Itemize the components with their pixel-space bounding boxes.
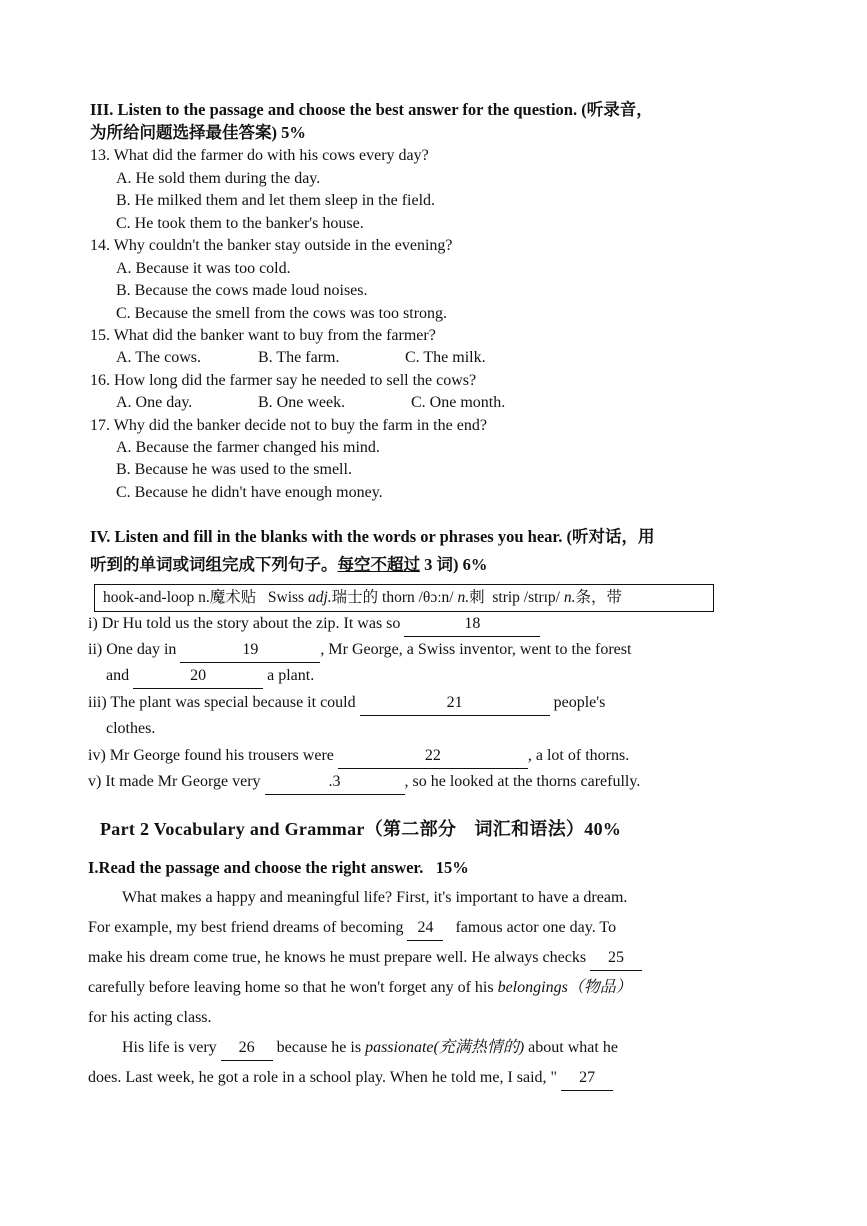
blank-25-number: 25 — [608, 949, 625, 966]
question-17: 17. Why did the banker decide not to buy the farm in the end? — [90, 417, 487, 434]
question-14: 14. Why couldn't the banker stay outside in the evening? — [90, 237, 453, 254]
blank-24[interactable] — [407, 917, 443, 941]
p1-line4-pre: carefully before leaving home so that he won't forget any of his — [88, 979, 494, 996]
p1-line2-post: famous actor one day. To — [455, 919, 617, 936]
blank-19[interactable] — [180, 639, 320, 663]
vocab-hook-and-loop: hook-and-loop n.魔术贴 — [103, 589, 257, 606]
passage-p1-line2 — [88, 917, 616, 941]
blank-18[interactable] — [404, 613, 540, 637]
item-v-text-post: , so he looked at the thorns carefully. — [404, 773, 641, 790]
vocab-swiss-def: 瑞士的 — [331, 589, 379, 606]
q13-option-a: A. He sold them during the day. — [116, 170, 321, 187]
fill-item-iii-line2: clothes. — [106, 720, 156, 737]
vocab-swiss: Swiss — [267, 589, 305, 606]
part-2-subheading — [88, 857, 469, 880]
heading-line2-part-b: 3 词) 6% — [420, 555, 488, 574]
fill-item-ii — [88, 639, 631, 663]
passage-p2-line2 — [88, 1067, 613, 1091]
vocab-thorn-def: 刺 — [469, 589, 485, 606]
fill-item-ii-line2 — [106, 665, 314, 689]
p2-line1-passionate: passionate(充满热情的) — [365, 1039, 525, 1056]
p1-line4-belongings: belongings（物品） — [497, 979, 632, 996]
blank-18-number: 18 — [464, 615, 481, 632]
q15-option-c: C. The milk. — [405, 349, 486, 366]
part-2-subheading-text: I.Read the passage and choose the right answer. — [88, 858, 424, 877]
passage-p1-line3 — [88, 947, 642, 971]
blank-23[interactable] — [265, 771, 405, 795]
question-16: 16. How long did the farmer say he needed to sell the cows? — [90, 372, 477, 389]
item-iii-text-pre: iii) The plant was special because it could — [88, 694, 356, 711]
item-i-text: i) Dr Hu told us the story about the zip. It was so — [88, 615, 401, 632]
section-3-heading-line2: 为所给问题选择最佳答案) 5% — [90, 123, 306, 142]
vocab-strip: strip /strɪp/ — [492, 589, 560, 606]
blank-25[interactable] — [590, 947, 642, 971]
q15-option-a: A. The cows. — [116, 349, 202, 366]
p1-line2-pre: For example, my best friend dreams of becoming — [88, 919, 404, 936]
q16-option-c: C. One month. — [411, 394, 506, 411]
passage-p2-line1 — [122, 1037, 618, 1061]
passage-p1-line5: for his acting class. — [88, 1009, 212, 1026]
section-4-heading-line1: IV. Listen and fill in the blanks with the words or phrases you hear. (听对话，用 — [90, 527, 655, 546]
fill-item-i — [88, 613, 540, 637]
item-iv-text-pre: iv) Mr George found his trousers were — [88, 747, 334, 764]
blank-20-number: 20 — [190, 667, 207, 684]
question-13: 13. What did the farmer do with his cows every day? — [90, 147, 429, 164]
vocab-thorn-pos: n. — [457, 589, 470, 606]
blank-22-number: 22 — [424, 747, 441, 764]
q14-option-b: B. Because the cows made loud noises. — [116, 282, 368, 299]
q16-option-a: A. One day. — [116, 394, 193, 411]
blank-27-number: 27 — [579, 1069, 596, 1086]
vocab-strip-def: 条，带 — [575, 589, 622, 606]
blank-26-number: 26 — [238, 1039, 255, 1056]
heading-line2-underlined: 每空不超过 — [337, 555, 420, 574]
p1-line3-pre: make his dream come true, he knows he must prepare well. He always checks — [88, 949, 587, 966]
item-iii-text-post: people's — [553, 694, 606, 711]
part-2-title: Part 2 Vocabulary and Grammar（第二部分 词汇和语法）40% — [100, 819, 622, 839]
blank-26[interactable] — [221, 1037, 273, 1061]
fill-item-iv — [88, 745, 629, 769]
p2-line1-post: about what he — [528, 1039, 618, 1056]
item-ii-line2-pre: and — [106, 667, 130, 684]
p2-line2-pre: does. Last week, he got a role in a school play. When he told me, I said, " — [88, 1069, 558, 1086]
q13-option-c: C. He took them to the banker's house. — [116, 215, 364, 232]
fill-item-v — [88, 771, 640, 795]
vocab-strip-pos: n. — [563, 589, 576, 606]
item-ii-text-post: , Mr George, a Swiss inventor, went to the forest — [320, 641, 632, 658]
q15-option-b: B. The farm. — [258, 349, 340, 366]
q14-option-a: A. Because it was too cold. — [116, 260, 291, 277]
fill-item-iii — [88, 692, 605, 716]
blank-19-number: 19 — [242, 641, 259, 658]
q17-option-a: A. Because the farmer changed his mind. — [116, 439, 380, 456]
blank-20[interactable] — [133, 665, 263, 689]
vocabulary-box — [94, 584, 714, 612]
item-iv-text-post: , a lot of thorns. — [527, 747, 630, 764]
p2-line1-mid: because he is — [276, 1039, 362, 1056]
blank-27[interactable] — [561, 1067, 613, 1091]
passage-p1-line4 — [88, 977, 632, 1000]
question-15: 15. What did the banker want to buy from the farmer? — [90, 327, 436, 344]
item-ii-text-pre: ii) One day in — [88, 641, 177, 658]
q17-option-c: C. Because he didn't have enough money. — [116, 484, 383, 501]
blank-21[interactable] — [360, 692, 550, 716]
item-v-text-pre: v) It made Mr George very — [88, 773, 261, 790]
blank-24-number: 24 — [417, 919, 434, 936]
passage-p1-line1: What makes a happy and meaningful life? First, it's important to have a dream. — [122, 889, 628, 906]
q14-option-c: C. Because the smell from the cows was too strong. — [116, 305, 448, 322]
blank-22[interactable] — [338, 745, 528, 769]
vocab-swiss-pos: adj. — [307, 589, 332, 606]
heading-line2-part-a: 听到的单词或词组完成下列句子。 — [90, 555, 338, 574]
p2-line1-pre: His life is very — [122, 1039, 217, 1056]
item-ii-line2-post: a plant. — [267, 667, 315, 684]
section-4-heading-line2 — [90, 554, 487, 577]
q16-option-b: B. One week. — [258, 394, 346, 411]
q17-option-b: B. Because he was used to the smell. — [116, 461, 352, 478]
blank-23-number: .3 — [328, 773, 341, 790]
vocab-thorn: thorn /θɔːn/ — [382, 589, 454, 606]
part-2-subheading-score: 15% — [435, 858, 469, 877]
section-3-heading-line1: III. Listen to the passage and choose the best answer for the question. (听录音， — [90, 100, 653, 119]
q13-option-b: B. He milked them and let them sleep in the field. — [116, 192, 436, 209]
blank-21-number: 21 — [446, 694, 463, 711]
